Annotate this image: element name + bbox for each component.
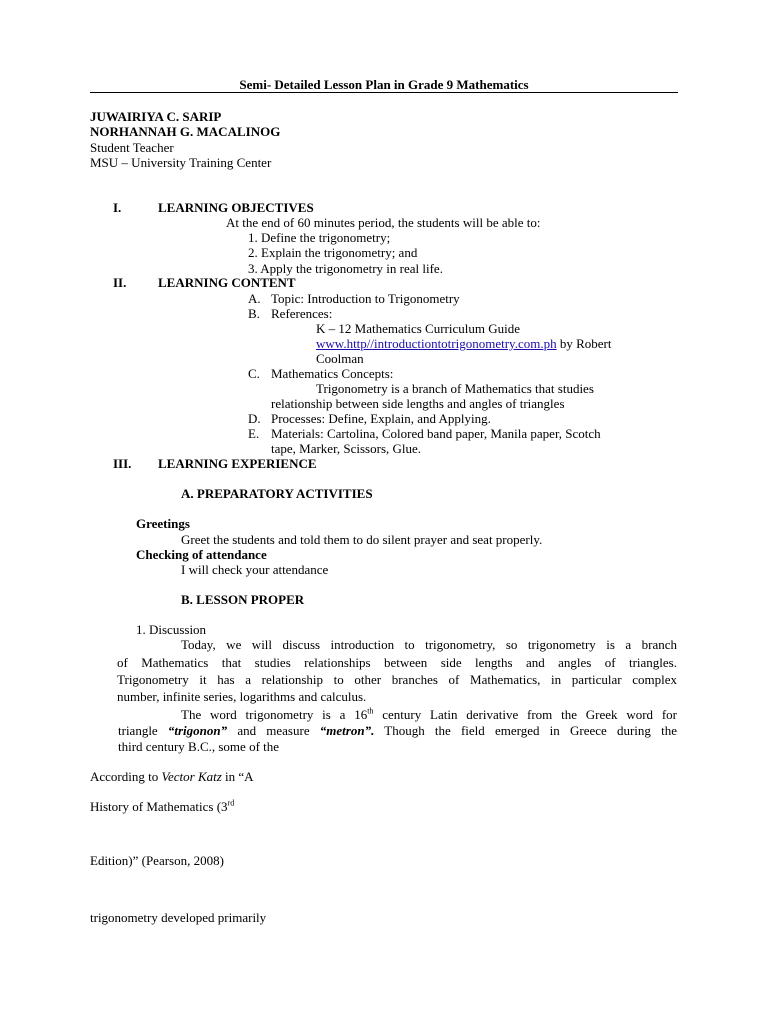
page-title: Semi- Detailed Lesson Plan in Grade 9 Mathematics [239,77,529,92]
section-1-heading: LEARNING OBJECTIVES [158,200,314,215]
reference-1: K – 12 Mathematics Curriculum Guide [316,321,520,336]
author-school: MSU – University Training Center [90,155,272,170]
section-1-numeral: I. [113,200,122,215]
reference-2-author: by Robert [556,336,612,351]
content-c-text: Mathematics Concepts: [271,366,394,381]
author-name-2: NORHANNAH G. MACALINOG [90,124,281,139]
fragment-line: According to Vector Katz in “A [90,769,254,784]
fragment-line: trigonometry developed primarily [90,910,267,925]
concept-body-1: Trigonometry is a branch of Mathematics that studies [316,381,594,396]
content-b-text: References: [271,306,333,321]
fragment-line: Edition)” (Pearson, 2008) [90,853,224,868]
content-e-text-1: Materials: Cartolina, Colored band paper, Manila paper, Scotch [271,426,601,441]
paragraph-line: number, infinite series, logarithms and calculus. [117,689,367,704]
superscript: th [367,706,374,716]
title-rule [90,77,678,93]
content-e-marker: E. [248,426,260,441]
content-b-marker: B. [248,306,260,321]
preparatory-heading: A. PREPARATORY ACTIVITIES [181,486,373,501]
section-2-numeral: II. [113,275,127,290]
concept-body-2: relationship between side lengths and angles of triangles [271,396,565,411]
objectives-intro: At the end of 60 minutes period, the students will be able to: [226,215,541,230]
author-name-1: JUWAIRIYA C. SARIP [90,109,222,124]
content-c-marker: C. [248,366,260,381]
greetings-text: Greet the students and told them to do silent prayer and seat properly. [181,532,543,547]
attendance-text: I will check your attendance [181,562,329,577]
author-italic: Vector Katz [161,769,222,784]
content-d-text: Processes: Define, Explain, and Applying. [271,411,491,426]
fragment-line: History of Mathematics (3rd [90,798,235,814]
reference-2-line-2: Coolman [316,351,364,366]
objective-item: 2. Explain the trigonometry; and [248,245,418,260]
attendance-label: Checking of attendance [136,547,267,562]
paragraph-line: third century B.C., some of the [118,739,280,754]
lesson-proper-heading: B. LESSON PROPER [181,592,305,607]
content-d-marker: D. [248,411,261,426]
objective-item: 3. Apply the trigonometry in real life. [248,261,443,276]
paragraph-line: triangle “trigonon” and measure “metron”. Though the field emerged in Greece during the [118,723,677,738]
section-2-heading: LEARNING CONTENT [158,275,296,290]
greek-term-trigonon: “trigonon” [167,723,228,738]
objective-item: 1. Define the trigonometry; [248,230,391,245]
reference-2 [316,336,611,351]
paragraph-line: The word trigonometry is a 16th century Latin derivative from the Greek word for [181,706,677,722]
section-3-heading: LEARNING EXPERIENCE [158,456,317,471]
section-3-numeral: III. [113,456,132,471]
paragraph-line: of Mathematics that studies relationships between side lengths and angles of triangles. [117,655,677,670]
content-a-marker: A. [248,291,261,306]
content-e-text-2: tape, Marker, Scissors, Glue. [271,441,422,456]
content-a-text: Topic: Introduction to Trigonometry [271,291,460,306]
greetings-label: Greetings [136,516,190,531]
paragraph-line: Today, we will discuss introduction to trigonometry, so trigonometry is a branch [181,637,677,652]
author-role: Student Teacher [90,140,174,155]
greek-term-metron: “metron”. [319,723,375,738]
paragraph-line: Trigonometry it has a relationship to other branches of Mathematics, in particular complex [117,672,677,687]
discussion-label: 1. Discussion [136,622,207,637]
reference-link[interactable]: www.http//introductiontotrigonometry.com.ph [316,336,557,351]
superscript: rd [227,798,235,808]
